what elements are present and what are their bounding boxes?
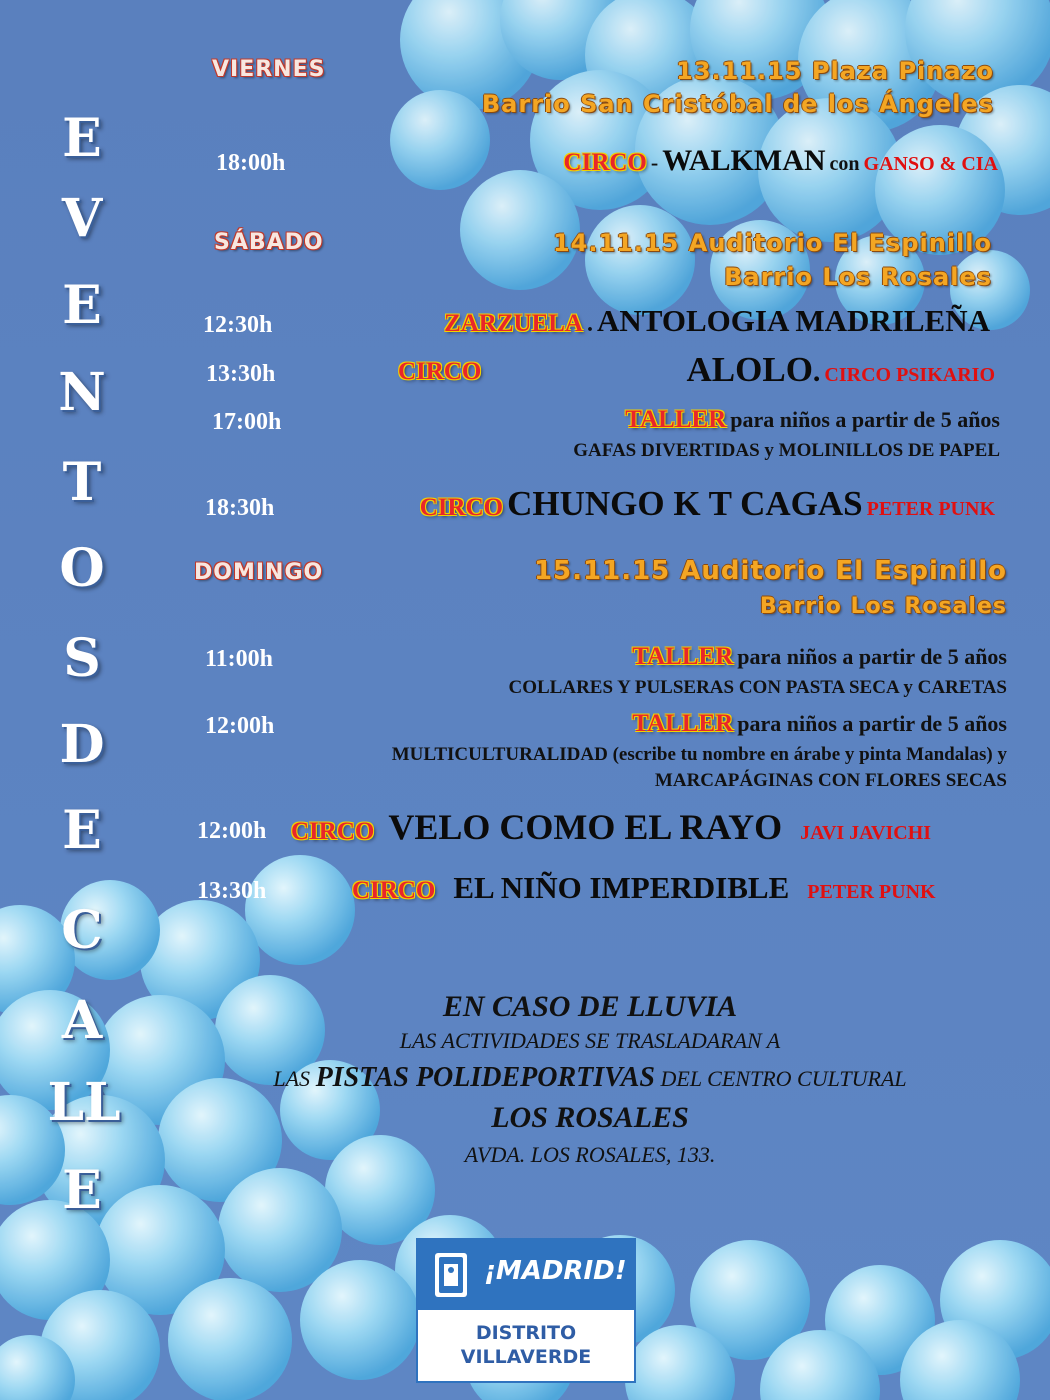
side-letter: S — [63, 628, 101, 689]
side-letter: A — [61, 990, 103, 1051]
rain-line — [140, 1062, 1040, 1094]
rain-heading: EN CASO DE LLUVIA — [442, 990, 738, 1023]
event-company: CIRCO PSIKARIO — [824, 364, 995, 386]
event-detail: MARCAPÁGINAS CON FLORES SECAS — [654, 770, 1007, 791]
event-detail: GAFAS DIVERTIDAS y MOLINILLOS DE PAPEL — [573, 440, 1000, 461]
event-row — [632, 643, 1007, 671]
rain-place: LOS ROSALES — [491, 1101, 689, 1134]
event-detail: COLLARES Y PULSERAS CON PASTA SECA y CARETAS — [508, 677, 1007, 698]
event-title: ANTOLOGIA MADRILEÑA — [596, 303, 990, 338]
event-tag: CIRCO — [419, 494, 504, 521]
event-time: 13:30h — [197, 878, 267, 904]
side-letter: C — [61, 900, 103, 961]
event-tag: CIRCO — [352, 877, 436, 904]
logo-line2: VILLAVERDE — [460, 1346, 592, 1368]
side-letter: E — [62, 108, 102, 169]
event-tag: CIRCO — [563, 149, 647, 176]
event-time: 12:30h — [203, 312, 273, 338]
event-row — [444, 303, 990, 339]
event-company: GANSO & CIA — [863, 153, 998, 175]
side-letter: D — [59, 714, 105, 775]
saturday-venue: 14.11.15 Auditorio El Espinillo — [552, 229, 992, 257]
event-row — [420, 484, 995, 524]
event-time: 18:30h — [205, 495, 275, 521]
rain-line-post: DEL CENTRO CULTURAL — [660, 1066, 907, 1091]
event-time: 13:30h — [206, 361, 276, 387]
event-tag: TALLER — [625, 406, 727, 433]
rain-line: LAS ACTIVIDADES SE TRASLADARAN A — [399, 1028, 781, 1053]
event-row — [625, 406, 1000, 434]
side-letter: E — [62, 1160, 102, 1221]
separator: . — [586, 311, 593, 337]
rain-line-bold: PISTAS POLIDEPORTIVAS — [315, 1062, 656, 1093]
event-tag-row — [398, 358, 481, 386]
logo-brand: ¡MADRID! — [484, 1256, 627, 1286]
rain-line-pre: LAS — [273, 1066, 311, 1091]
event-company: JAVI JAVICHI — [800, 822, 932, 844]
event-row — [352, 870, 936, 906]
side-letter: O — [59, 538, 105, 599]
joiner: con — [829, 153, 860, 175]
event-desc: para niños a partir de 5 años — [737, 644, 1007, 669]
separator: - — [650, 150, 659, 175]
rain-address: AVDA. LOS ROSALES, 133. — [464, 1142, 716, 1167]
event-time: 12:00h — [197, 818, 267, 844]
saturday-barrio: Barrio Los Rosales — [724, 263, 992, 291]
event-tag: TALLER — [632, 643, 734, 670]
side-letter: T — [62, 452, 102, 513]
day-friday: VIERNES — [212, 57, 326, 82]
logo-line1: DISTRITO — [475, 1322, 577, 1344]
event-tag: CIRCO — [398, 358, 482, 385]
event-company: PETER PUNK — [866, 498, 995, 520]
event-row — [687, 350, 996, 390]
event-row — [564, 144, 998, 178]
event-tag: TALLER — [632, 710, 734, 737]
event-desc: para niños a partir de 5 años — [730, 407, 1000, 432]
event-time: 11:00h — [205, 646, 274, 672]
madrid-crest-icon — [434, 1252, 468, 1298]
event-row — [291, 806, 931, 848]
friday-barrio: Barrio San Cristóbal de los Ángeles — [481, 90, 994, 118]
day-sunday: DOMINGO — [194, 560, 324, 585]
event-tag: ZARZUELA — [444, 310, 583, 337]
event-title: EL NIÑO IMPERDIBLE — [453, 870, 790, 905]
logo-footer — [418, 1310, 634, 1381]
side-letter: E — [62, 275, 102, 336]
logo-header — [418, 1240, 634, 1310]
friday-venue: 13.11.15 Plaza Pinazo — [676, 57, 994, 85]
madrid-villaverde-logo — [416, 1238, 636, 1383]
event-desc: para niños a partir de 5 años — [737, 711, 1007, 736]
day-saturday: SÁBADO — [214, 230, 324, 255]
event-title: WALKMAN — [662, 144, 826, 177]
event-time: 18:00h — [216, 150, 286, 176]
sunday-barrio: Barrio Los Rosales — [759, 594, 1007, 619]
side-letter: N — [58, 362, 106, 423]
event-row — [632, 710, 1007, 738]
event-detail: MULTICULTURALIDAD (escribe tu nombre en árabe y pinta Mandalas) y — [391, 744, 1007, 765]
event-time: 12:00h — [205, 713, 275, 739]
side-letter: LL — [47, 1072, 121, 1133]
event-title: ALOLO — [686, 350, 813, 389]
event-title: VELO COMO EL RAYO — [388, 807, 783, 847]
event-company: PETER PUNK — [807, 881, 936, 903]
event-tag: CIRCO — [291, 818, 375, 845]
side-letter: V — [61, 188, 103, 249]
sunday-venue: 15.11.15 Auditorio El Espinillo — [533, 556, 1007, 586]
event-time: 17:00h — [212, 409, 282, 435]
side-letter: E — [62, 800, 102, 861]
event-title: CHUNGO K T CAGAS — [507, 484, 863, 523]
separator: . — [812, 355, 821, 388]
